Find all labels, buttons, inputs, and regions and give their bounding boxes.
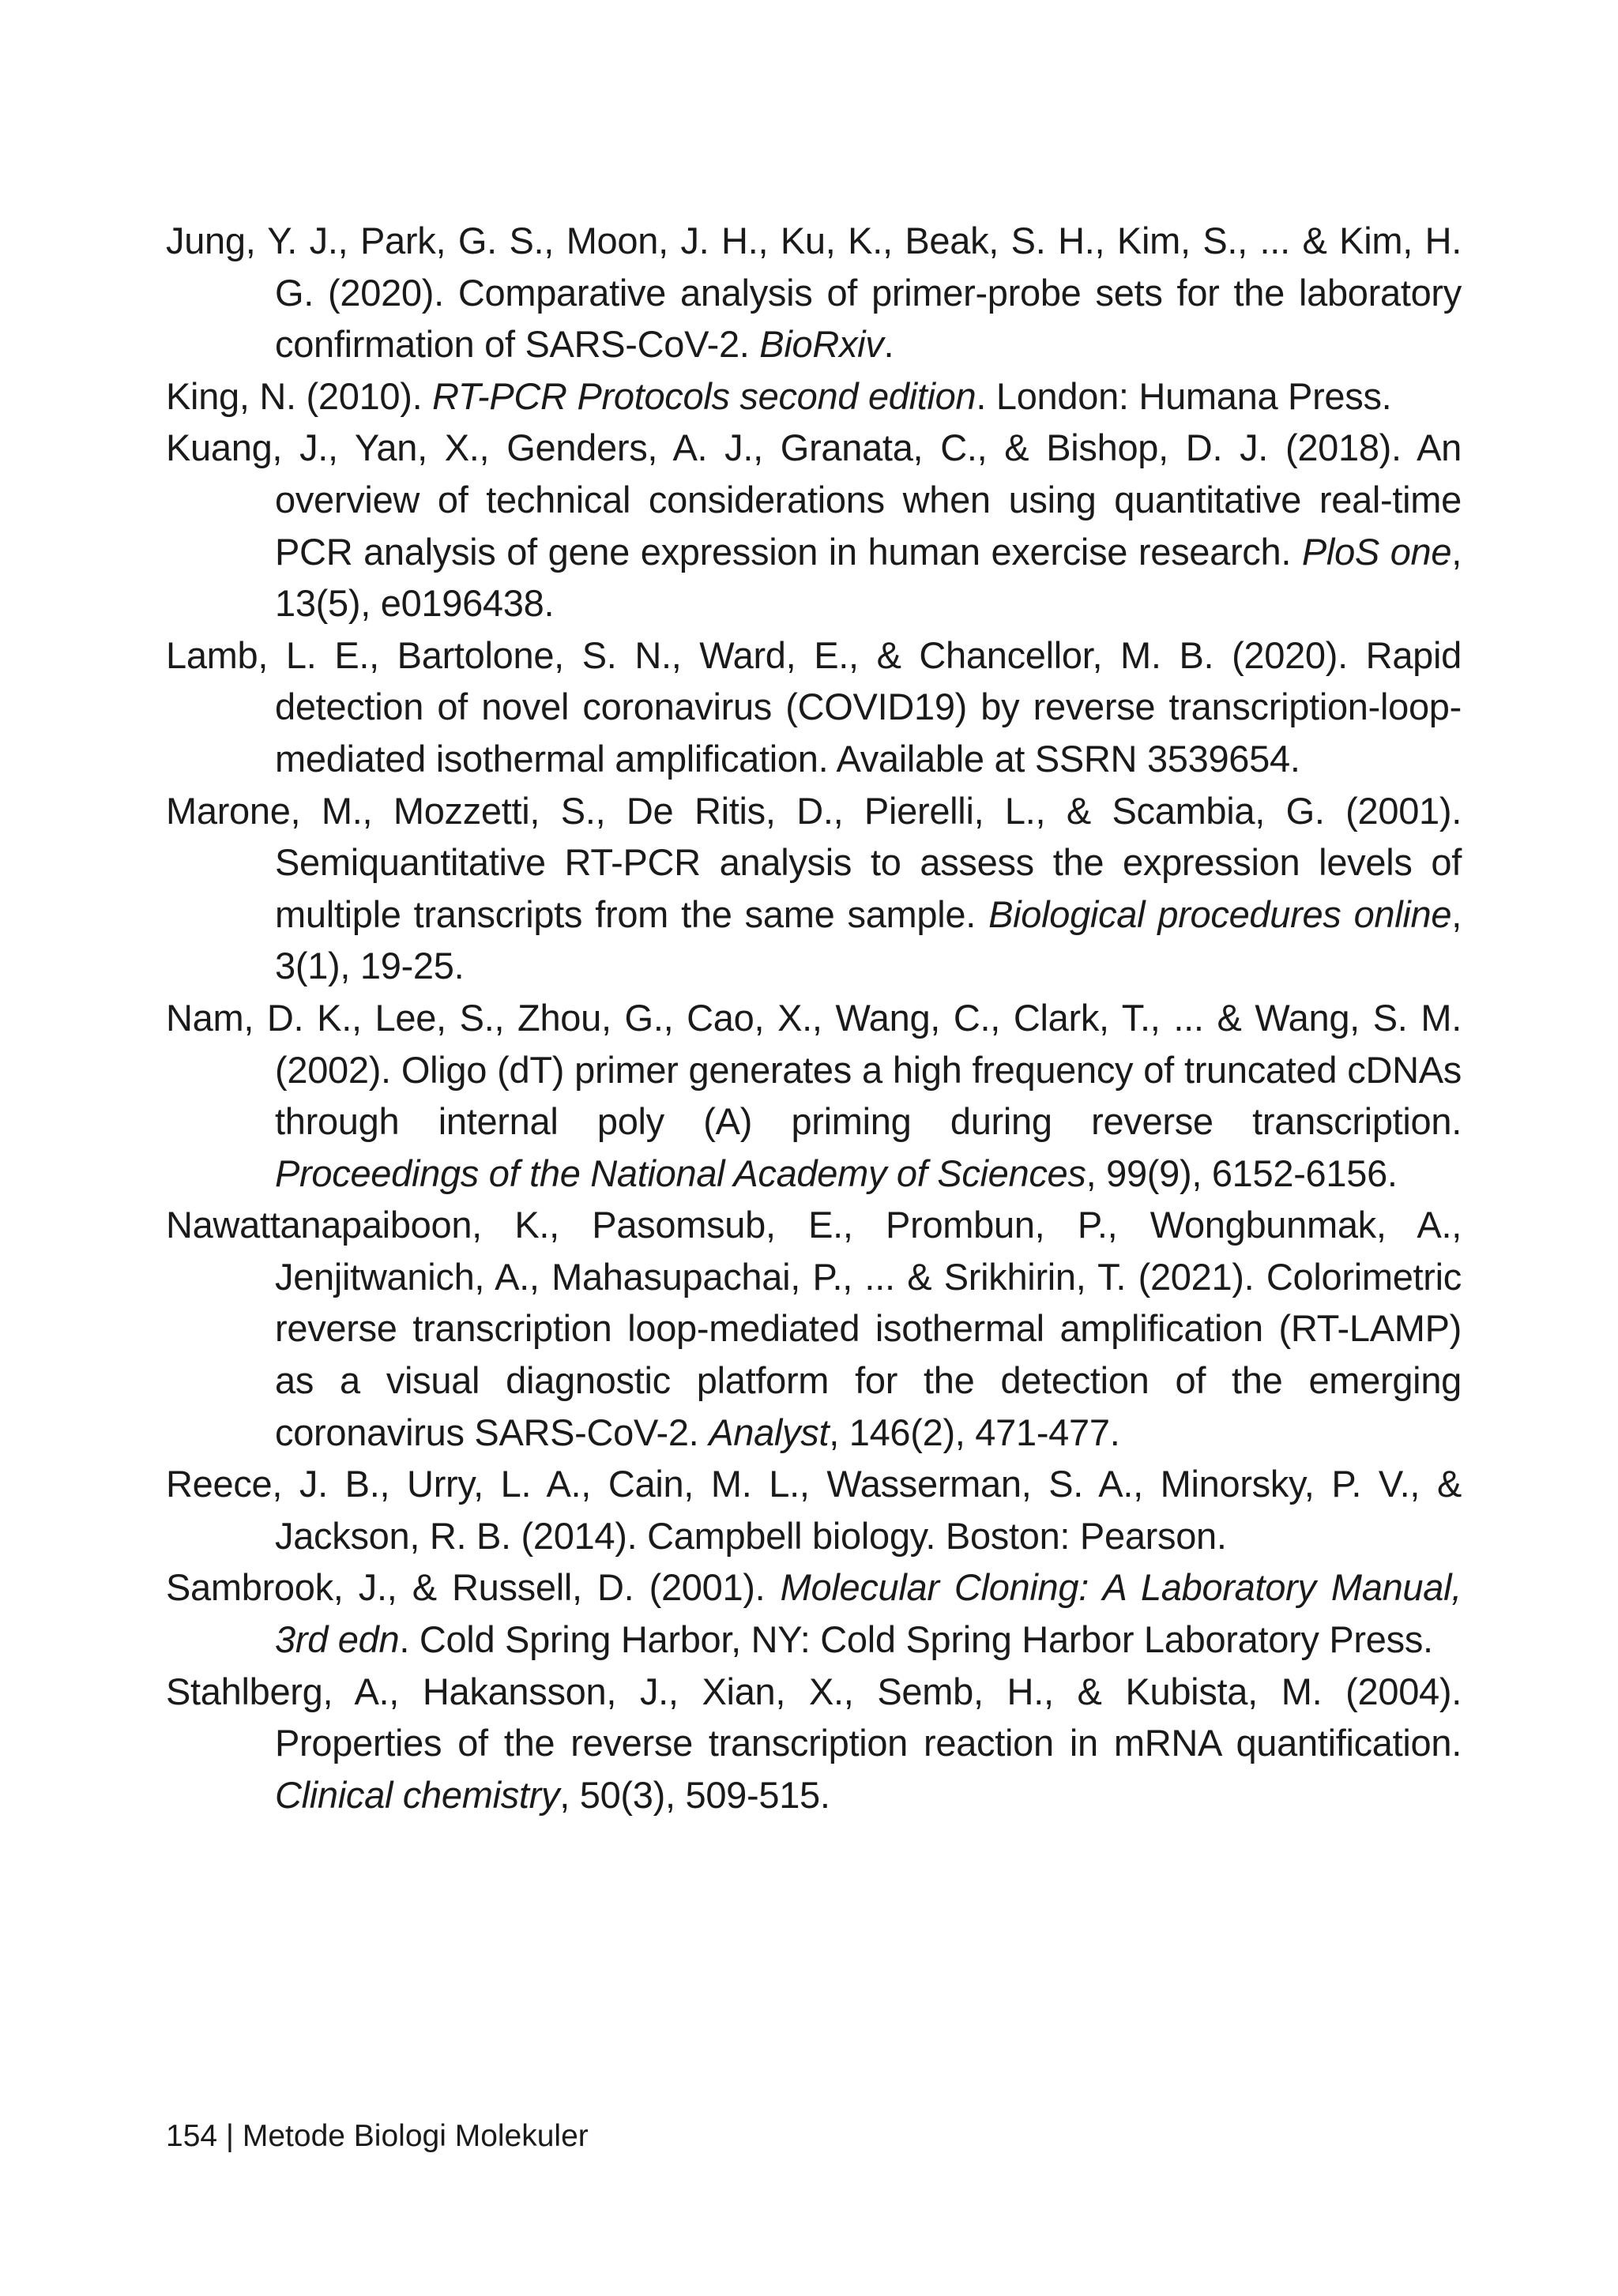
reference-source: Clinical chemistry: [275, 1773, 560, 1816]
reference-entry: [166, 992, 1462, 1199]
reference-text: Marone, M., Mozzetti, S., De Ritis, D., Pierelli, L., & Scambia, G. (2001). Semiquantitative RT-PCR analysis to assess the expression levels of multiple transcripts from the same sample.: [166, 789, 1462, 935]
page-footer: 154 | Metode Biologi Molekuler: [166, 2119, 589, 2153]
reference-text: Lamb, L. E., Bartolone, S. N., Ward, E., & Chancellor, M. B. (2020). Rapid detection of novel coronavirus (COVID19) by reverse transcription-loop-mediated isothermal amplification. Available at SSRN 3539654.: [166, 633, 1462, 780]
reference-details: . London: Humana Press.: [976, 374, 1392, 417]
reference-details: . Cold Spring Harbor, NY: Cold Spring Harbor Laboratory Press.: [399, 1618, 1433, 1661]
reference-source: PloS one: [1301, 530, 1452, 573]
reference-entry: [166, 629, 1462, 785]
reference-entry: [166, 1199, 1462, 1458]
reference-entry: [166, 370, 1462, 423]
reference-source: Proceedings of the National Academy of Sciences: [275, 1152, 1086, 1194]
reference-text: Nawattanapaiboon, K., Pasomsub, E., Prombun, P., Wongbunmak, A., Jenjitwanich, A., Mahasupachai, P., ... & Srikhirin, T. (2021). Colorimetric reverse transcription loop-mediated isothermal amplification (RT-LAMP) as a visual diagnostic platform for the detection of the emerging coronavirus SARS-CoV-2.: [166, 1204, 1462, 1453]
reference-list: [166, 215, 1462, 1821]
reference-source: Molecular Cloning: A Laboratory Manual, 3rd edn: [275, 1566, 1462, 1661]
reference-details: , 99(9), 6152-6156.: [1086, 1152, 1398, 1194]
reference-entry: [166, 785, 1462, 992]
reference-text: Sambrook, J., & Russell, D. (2001).: [166, 1566, 781, 1609]
reference-details: , 146(2), 471-477.: [829, 1411, 1120, 1453]
reference-text: Stahlberg, A., Hakansson, J., Xian, X., Semb, H., & Kubista, M. (2004). Properties of the reverse transcription reaction in mRNA quantification.: [166, 1670, 1462, 1764]
reference-text: Jung, Y. J., Park, G. S., Moon, J. H., Ku, K., Beak, S. H., Kim, S., ... & Kim, H. G. (2020). Comparative analysis of primer-probe sets for the laboratory confirmation of SARS-CoV-2.: [166, 220, 1462, 366]
reference-entry: [166, 422, 1462, 629]
reference-entry: [166, 1458, 1462, 1561]
reference-entry: [166, 1666, 1462, 1821]
reference-details: , 50(3), 509-515.: [559, 1773, 830, 1816]
reference-details: .: [883, 323, 894, 366]
reference-source: Biological procedures online: [988, 892, 1452, 935]
reference-details: , 13(5), e0196438.: [275, 530, 1462, 625]
reference-entry: [166, 215, 1462, 370]
reference-text: King, N. (2010).: [166, 374, 433, 417]
reference-source: Analyst: [709, 1411, 830, 1453]
reference-text: Reece, J. B., Urry, L. A., Cain, M. L., Wasserman, S. A., Minorsky, P. V., & Jackson, R. B. (2014). Campbell biology. Boston: Pearson.: [166, 1463, 1462, 1557]
reference-source: RT-PCR Protocols second edition: [432, 374, 976, 417]
reference-text: Nam, D. K., Lee, S., Zhou, G., Cao, X., Wang, C., Clark, T., ... & Wang, S. M. (2002). Oligo (dT) primer generates a high frequency of truncated cDNAs through internal poly (A) priming during reverse transcription.: [166, 996, 1462, 1143]
reference-source: BioRxiv: [759, 323, 884, 366]
reference-entry: [166, 1561, 1462, 1665]
reference-details: , 3(1), 19-25.: [275, 892, 1462, 987]
reference-text: Kuang, J., Yan, X., Genders, A. J., Granata, C., & Bishop, D. J. (2018). An overview of technical considerations when using quantitative real-time PCR analysis of gene expression in human exercise research.: [166, 427, 1462, 573]
